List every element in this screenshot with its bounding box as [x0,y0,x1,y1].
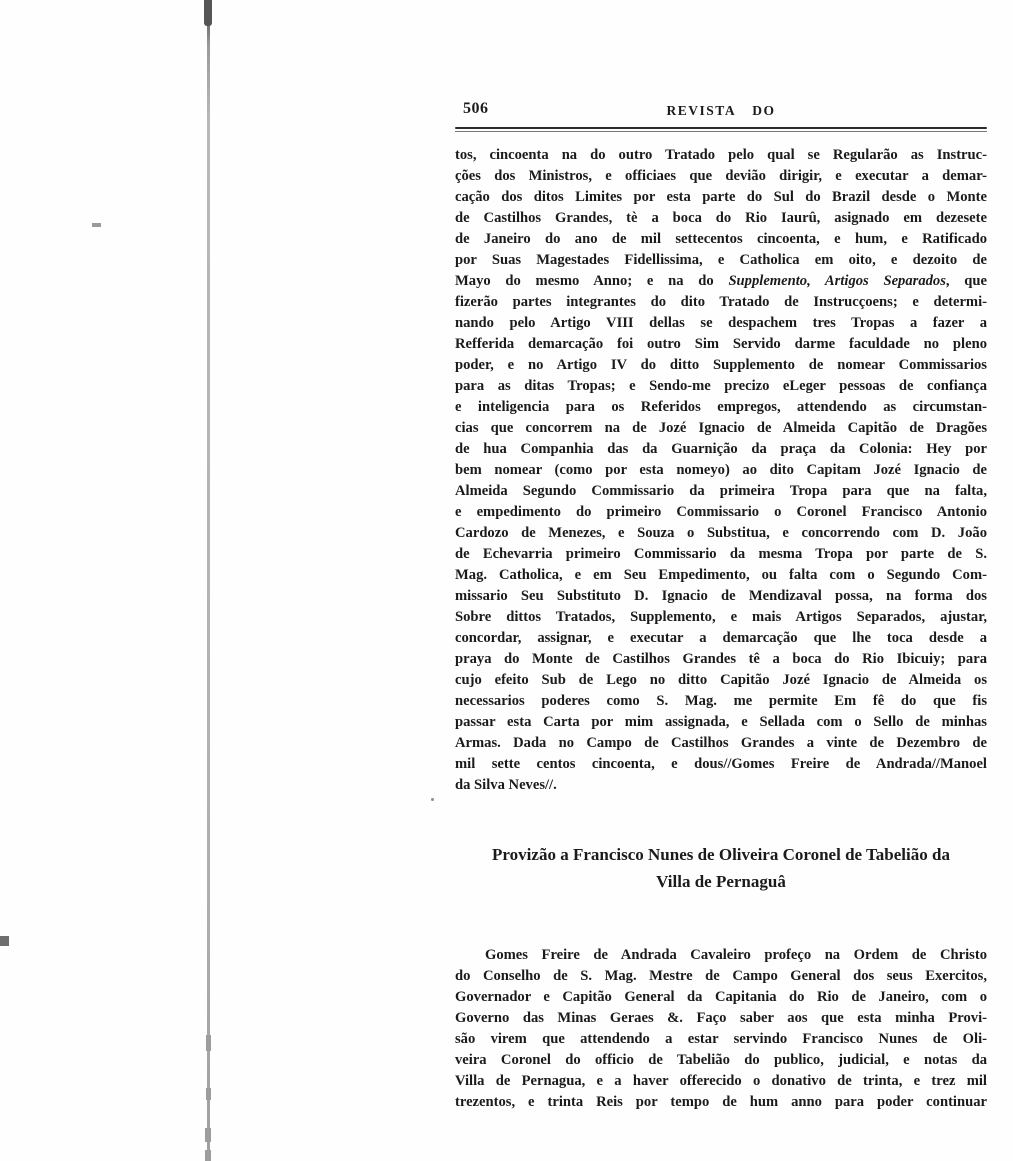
stray-dot-artifact [431,798,434,801]
text-line: Armas. Dada no Campo de Castilhos Grandes a vinte de Dezembro de [455,735,987,751]
gutter-tick-mark [206,1088,211,1100]
text-line: de hua Companhia das da Guarnição da praça da Colonia: Hey por [455,441,987,457]
text-line: mil sette centos cincoenta, e dous//Gomes Freire de Andrada//Manoel [455,756,987,772]
text-segment: Mayo do mesmo Anno; e na do [455,273,729,289]
text-line: cias que concorrem na de Jozé Ignacio de Almeida Capitão de Dragões [455,420,987,436]
text-line: Cardozo de Menezes, e Souza o Substitua, e concorrendo com D. João [455,525,987,541]
gutter-tick-mark [205,1150,211,1161]
text-line: ções dos Ministros, e officiaes que devião dirigir, e executar a demar- [455,168,987,184]
text-line: trezentos, e trinta Reis por tempo de hum anno para poder continuar [455,1094,987,1110]
text-line: poder, e no Artigo IV do ditto Supplemento de nomear Commissarios [455,357,987,373]
section-heading-line-2: Villa de Pernaguâ [656,872,786,891]
text-line: cujo efeito Sub de Lego no ditto Capitão Jozé Ignacio de Almeida os [455,672,987,688]
text-line: da Silva Neves//. [455,777,557,793]
text-line: praya do Monte de Castilhos Grandes tê a boca do Rio Ibicuiy; para [455,651,987,667]
text-line: cação dos ditos Limites por esta parte do Sul do Brazil desde o Monte [455,189,987,205]
text-line: Gomes Freire de Andrada Cavaleiro profeço na Ordem de Christo [485,947,987,963]
running-title: REVISTA DO [666,103,776,118]
provision-paragraph [455,945,987,1113]
text-line: Sobre dittos Tratados, Supplemento, e mais Artigos Separados, ajustar, [455,609,987,625]
page-gutter-scan-line [207,0,210,1161]
text-line: de Castilhos Grandes, tè a boca do Rio Iaurû, asignado em dezesete [455,210,987,226]
text-line: Governo das Minas Geraes &. Faço saber aos que esta minha Provi- [455,1010,987,1026]
text-line: concordar, assignar, e executar a demarcação que lhe toca desde a [455,630,987,646]
section-heading-line-1: Provizão a Francisco Nunes de Oliveira Coronel de Tabelião da [492,845,950,864]
italic-text-segment: Supplemento, Artigos Separados [728,273,946,289]
text-segment: , que [945,273,988,289]
header-rule-thick [455,127,987,129]
text-line: passar esta Carta por mim assignada, e Sellada com o Sello de minhas [455,714,987,730]
text-line: Almeida Segundo Commissario da primeira Tropa para que na falta, [455,483,987,499]
text-line: Villa de Pernagua, e a haver offerecido o donativo de trinta, e trez mil [455,1073,987,1089]
text-line: de Janeiro do ano de mil settecentos cincoenta, e hum, e Ratificado [455,231,987,247]
page-header [455,100,987,122]
gutter-tick-mark [206,1035,211,1051]
text-line: de Echevarria primeiro Commissario da mesma Tropa por parte de S. [455,546,987,562]
text-line: fizerão partes integrantes do dito Tratado de Instrucçoens; e determi- [455,294,987,310]
text-line: veira Coronel do officio de Tabelião do publico, judicial, e notas da [455,1052,987,1068]
header-rule-thin [455,131,987,132]
gutter-dark-top-mark [204,0,212,26]
letter-paragraph [455,145,987,796]
text-line: missario Seu Substituto D. Ignacio de Mendizaval possa, na forma dos [455,588,987,604]
text-line: e inteligencia para os Referidos empregos, attendendo as circumstan- [455,399,987,415]
text-line: necessarios poderes como S. Mag. me permite Em fê do que fis [455,693,987,709]
gutter-tick-mark [205,1128,211,1142]
text-line: bem nomear (como por esta nomeyo) ao dito Capitam Jozé Ignacio de [455,462,987,478]
text-line: são virem que attendendo a estar servindo Francisco Nunes de Oli- [455,1031,987,1047]
margin-dash-artifact [92,223,101,227]
text-line: Refferida demarcação foi outro Sim Servido darme faculdade no pleno [455,336,987,352]
text-line: Mag. Catholica, e em Seu Empedimento, ou falta com o Segundo Com- [455,567,987,583]
text-line: para as ditas Tropas; e Sendo-me precizo eLeger pessoas de confiança [455,378,987,394]
text-line: nando pelo Artigo VIII dellas se despachem tres Tropas a fazer a [455,315,987,331]
header-rule [455,127,987,133]
text-line-with-italic [455,271,987,292]
margin-blob-artifact [0,936,9,946]
text-line: do Conselho de S. Mag. Mestre de Campo General dos seus Exercitos, [455,968,987,984]
page-number: 506 [463,100,489,117]
text-line: por Suas Magestades Fidellissima, e Catholica em oito, e dezoito de [455,252,987,268]
text-line: tos, cincoenta na do outro Tratado pelo qual se Regularão as Instruc- [455,147,987,163]
text-line: Governador e Capitão General da Capitania do Rio de Janeiro, com o [455,989,987,1005]
section-heading [455,841,987,895]
text-line: e empedimento do primeiro Commissario o Coronel Francisco Antonio [455,504,987,520]
